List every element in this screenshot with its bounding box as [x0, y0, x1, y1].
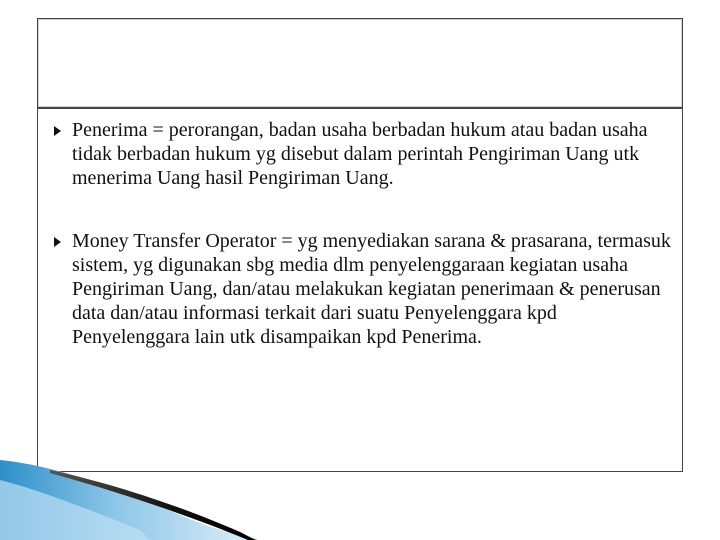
triangle-bullet-icon	[54, 237, 61, 247]
bullet-item-money-transfer-operator	[72, 229, 677, 349]
decorative-wave-footer	[0, 440, 720, 540]
triangle-bullet-icon	[54, 126, 61, 136]
slide-title-placeholder	[37, 18, 683, 108]
bullet-text-penerima: Penerima = perorangan, badan usaha berbadan hukum atau badan usaha tidak berbadan hukum yg disebut dalam perintah Pengiriman Uang utk menerima Uang hasil Pengiriman Uang.	[72, 119, 648, 189]
bullet-text-money-transfer-operator: Money Transfer Operator = yg menyediakan sarana & prasarana, termasuk sistem, yg digunakan sbg media dlm penyelenggaraan kegiatan usaha Pengiriman Uang, dan/atau melakukan kegiatan penerimaan & penerusan data dan/atau informasi terkait dari suatu Penyelenggara kpd Penyelenggara lain utk disampaikan kpd Penerima.	[72, 230, 671, 348]
bullet-list	[72, 118, 677, 349]
bullet-item-penerima	[72, 118, 677, 190]
